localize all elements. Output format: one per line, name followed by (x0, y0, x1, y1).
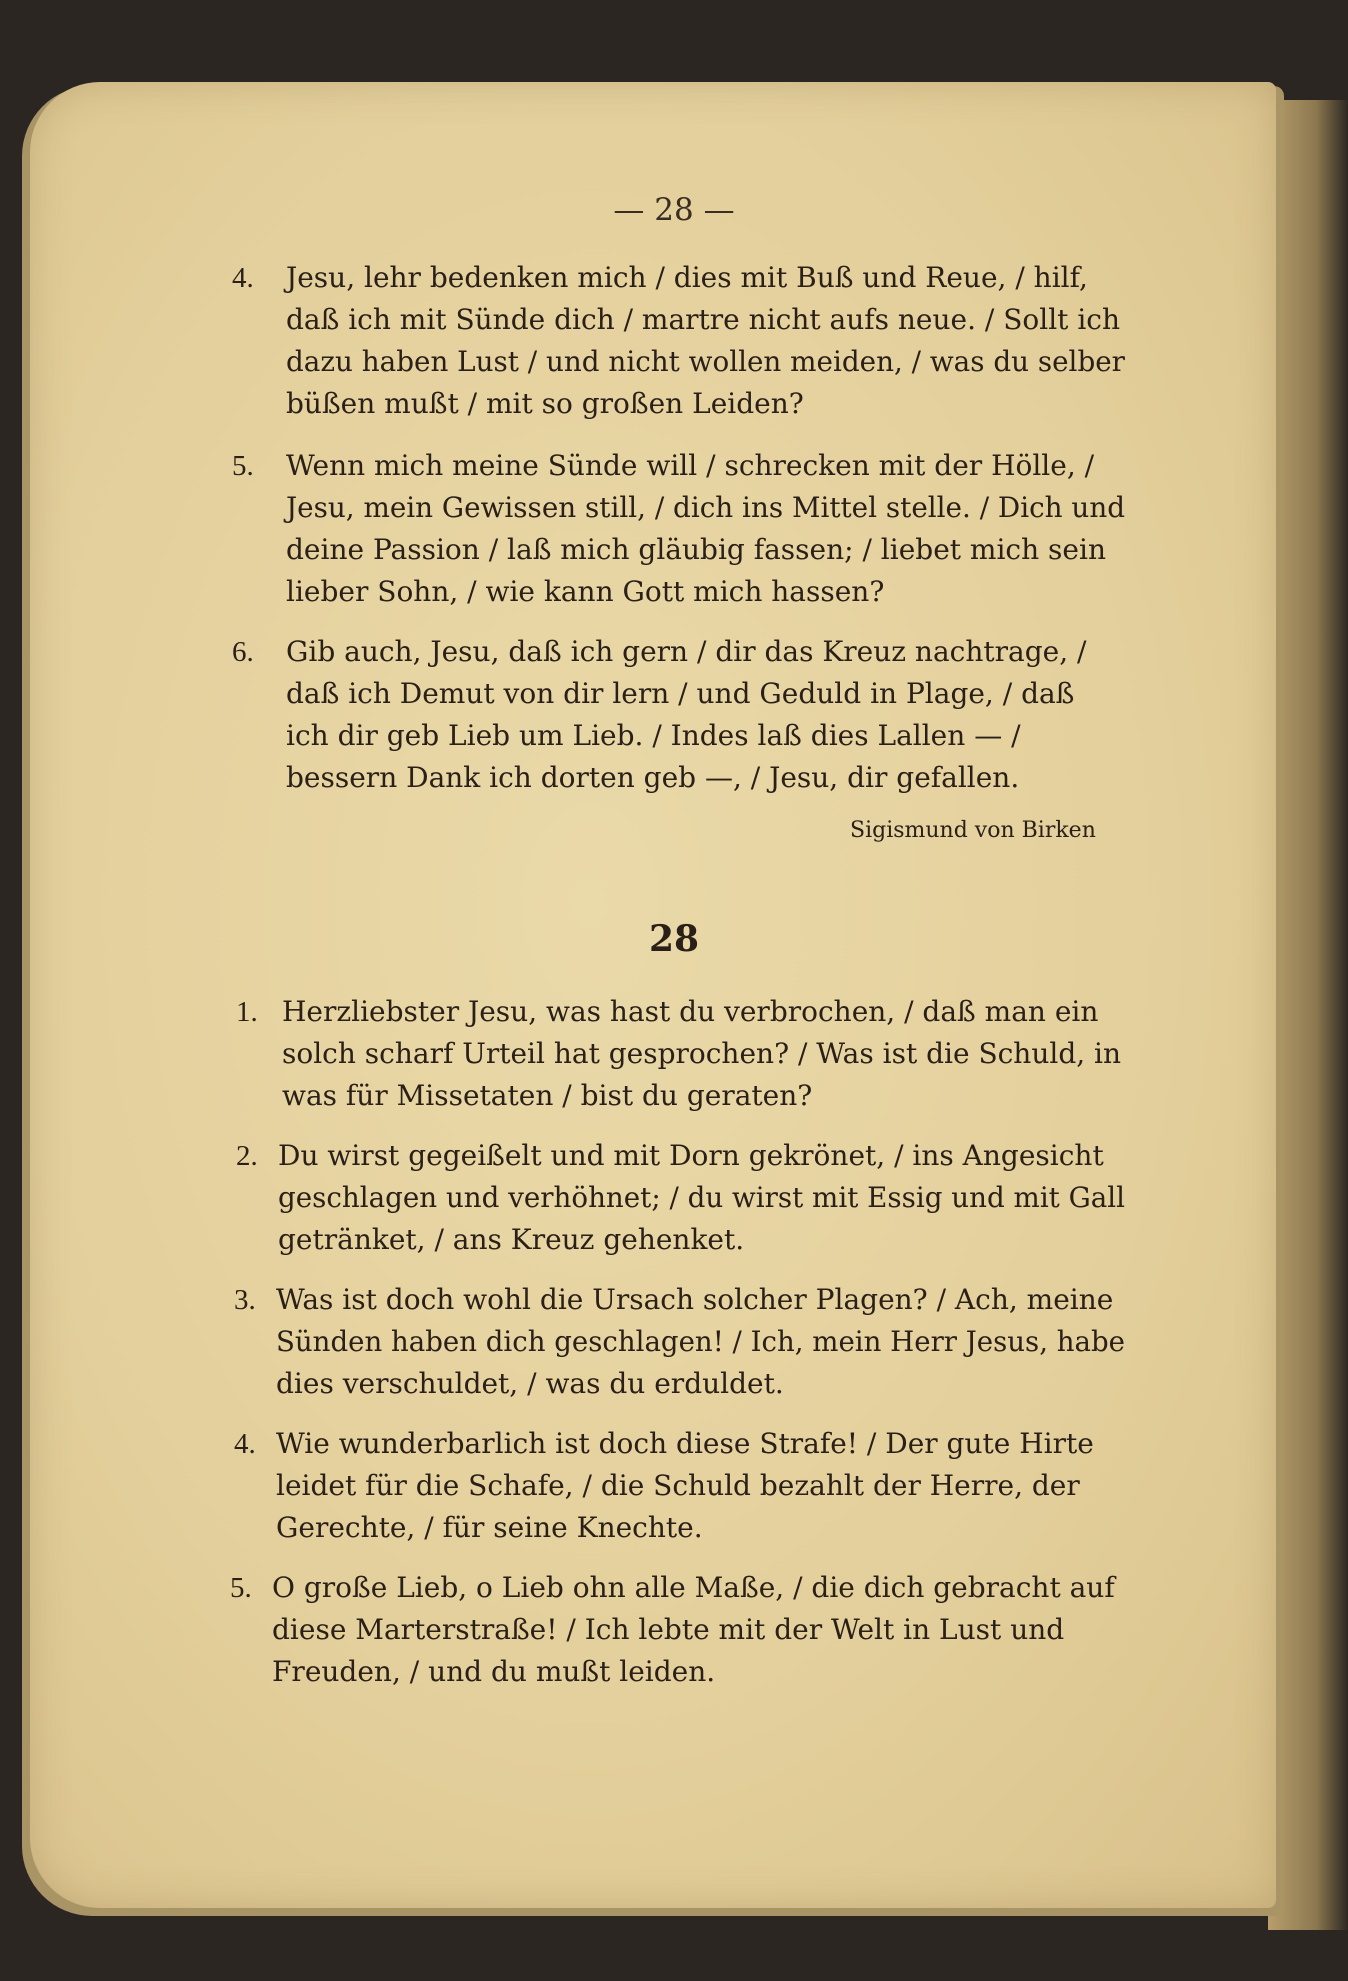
verse-line: Du wirst gegeißelt und mit Dorn gekrönet, / ins Angesicht (278, 1139, 1104, 1172)
verse-line: Jesu, mein Gewissen still, / dich ins Mittel stelle. / Dich und (286, 491, 1126, 524)
verse-line: leidet für die Schafe, / die Schuld bezahlt der Herre, der (276, 1469, 1080, 1502)
verse-number: 3. (234, 1284, 256, 1316)
verse-line: Gib auch, Jesu, daß ich gern / dir das Kreuz nachtrage, / (286, 635, 1087, 668)
verse-number: 5. (232, 450, 254, 482)
verse-number: 4. (232, 262, 254, 294)
verse-line: ich dir geb Lieb um Lieb. / Indes laß dies Lallen — / (286, 719, 1021, 752)
verse-line: geschlagen und verhöhnet; / du wirst mit Essig und mit Gall (278, 1181, 1126, 1214)
verse-line: daß ich mit Sünde dich / martre nicht aufs neue. / Sollt ich (286, 303, 1120, 336)
verse-number: 6. (232, 636, 254, 668)
verse-number: 2. (236, 1140, 258, 1172)
verse-line: deine Passion / laß mich gläubig fassen; / liebet mich sein (286, 533, 1106, 566)
verse-line: Was ist doch wohl die Ursach solcher Plagen? / Ach, meine (276, 1283, 1114, 1316)
verse-line: Jesu, lehr bedenken mich / dies mit Buß und Reue, / hilf, (286, 261, 1088, 294)
verse-line: bessern Dank ich dorten geb —, / Jesu, dir gefallen. (286, 761, 1020, 794)
verse-line: getränket, / ans Kreuz gehenket. (278, 1223, 745, 1256)
verse-line: Wie wunderbarlich ist doch diese Strafe! / Der gute Hirte (276, 1427, 1094, 1460)
verse-line: dies verschuldet, / was du erduldet. (276, 1367, 784, 1400)
verse-line: Herzliebster Jesu, was hast du verbrochen, / daß man ein (282, 995, 1099, 1028)
verse-line: Freuden, / und du mußt leiden. (272, 1655, 716, 1688)
verse-line: diese Marterstraße! / Ich lebte mit der Welt in Lust und (272, 1613, 1065, 1646)
verse-line: büßen mußt / mit so großen Leiden? (286, 387, 804, 420)
verse-line: Sünden haben dich geschlagen! / Ich, mein Herr Jesus, habe (276, 1325, 1126, 1358)
verse-line: Wenn mich meine Sünde will / schrecken mit der Hölle, / (286, 449, 1095, 482)
verse-line: lieber Sohn, / wie kann Gott mich hassen? (286, 575, 885, 608)
page-number: — 28 — (613, 192, 735, 228)
verse-line: dazu haben Lust / und nicht wollen meiden, / was du selber (286, 345, 1125, 378)
verse-line: Gerechte, / für seine Knechte. (276, 1511, 703, 1544)
verse-line: solch scharf Urteil hat gesprochen? / Was ist die Schuld, in (282, 1037, 1122, 1070)
hymn-number-title: 28 (648, 918, 700, 960)
verse-number: 4. (234, 1428, 256, 1460)
verse-number: 1. (236, 996, 258, 1028)
verse-number: 5. (230, 1572, 252, 1604)
verse-line: O große Lieb, o Lieb ohn alle Maße, / die dich gebracht auf (272, 1571, 1115, 1604)
author-attribution: Sigismund von Birken (850, 818, 1096, 843)
verse-line: daß ich Demut von dir lern / und Geduld in Plage, / daß (286, 677, 1075, 710)
verse-line: was für Missetaten / bist du geraten? (282, 1079, 813, 1112)
